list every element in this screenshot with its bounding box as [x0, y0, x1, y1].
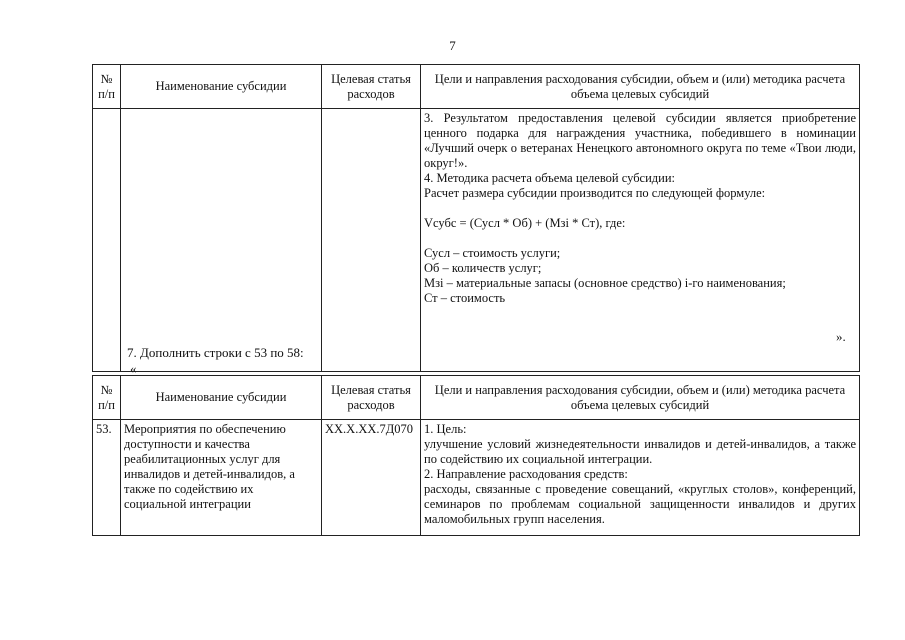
row-goals	[421, 420, 860, 536]
row-article: XX.X.XX.7Д070	[322, 420, 421, 536]
subsidy-table-new-rows	[92, 375, 860, 536]
header-article: Целевая статья расходов	[322, 376, 421, 420]
header-goals: Цели и направления расходования субсидии, объем и (или) методика расчета объема целевых субсидий	[421, 65, 860, 109]
header-name: Наименование субсидии	[121, 65, 322, 109]
row-goals	[421, 109, 860, 372]
goals-direction-heading: 2. Направление расходования средств:	[424, 467, 628, 481]
header-num: № п/п	[93, 376, 121, 420]
goals-definition: Сусл – стоимость услуги;	[424, 246, 561, 260]
goals-method-intro: Расчет размера субсидии производится по следующей формуле:	[424, 186, 766, 200]
header-goals: Цели и направления расходования субсидии, объем и (или) методика расчета объема целевых субсидий	[421, 376, 860, 420]
row-num	[93, 109, 121, 372]
row-name	[121, 109, 322, 372]
table-row	[93, 420, 860, 536]
goals-method-heading: 4. Методика расчета объема целевой субсидии:	[424, 171, 676, 185]
header-article: Целевая статья расходов	[322, 65, 421, 109]
page-number: 7	[449, 38, 456, 53]
header-name: Наименование субсидии	[121, 376, 322, 420]
opening-quote: «	[130, 361, 137, 376]
goals-result-paragraph: 3. Результатом предоставления целевой субсидии является приобретение ценного подарка для награждения участника, победившего в номинации «Лучший очерк о ветеранах Ненецкого автономного округа по теме «Твои люди, округ!».	[424, 111, 856, 170]
goals-direction-text: расходы, связанные с проведение совещаний, «круглых столов», конференций, семинаров по проблемам социальной защищенности инвалидов и других маломобильных групп населения.	[424, 482, 856, 526]
table-row	[93, 109, 860, 372]
goals-formula: Vсубс = (Сусл * Об) + (Mзi * Ст), где:	[424, 216, 626, 230]
table-header-row	[93, 65, 860, 109]
closing-quote: ».	[836, 329, 846, 344]
goals-aim-text: улучшение условий жизнедеятельности инвалидов и детей-инвалидов, а также по содействию их социальной интеграции.	[424, 437, 856, 466]
goals-definition: Ст – стоимость	[424, 291, 506, 305]
row-num: 53.	[93, 420, 121, 536]
instruction-paragraph: 7. Дополнить строки с 53 по 58:	[127, 345, 304, 360]
table-header-row	[93, 376, 860, 420]
row-name: Мероприятия по обеспечению доступности и качества реабилитационных услуг для инвалидов и детей-инвалидов, а также по содействию их социальной интеграции	[121, 420, 322, 536]
goals-definition: Mзi – материальные запасы (основное средство) i-го наименования;	[424, 276, 786, 290]
header-num: № п/п	[93, 65, 121, 109]
subsidy-table-continuation	[92, 64, 860, 372]
row-article	[322, 109, 421, 372]
goals-aim-heading: 1. Цель:	[424, 422, 467, 436]
goals-definition: Об – количеств услуг;	[424, 261, 542, 275]
